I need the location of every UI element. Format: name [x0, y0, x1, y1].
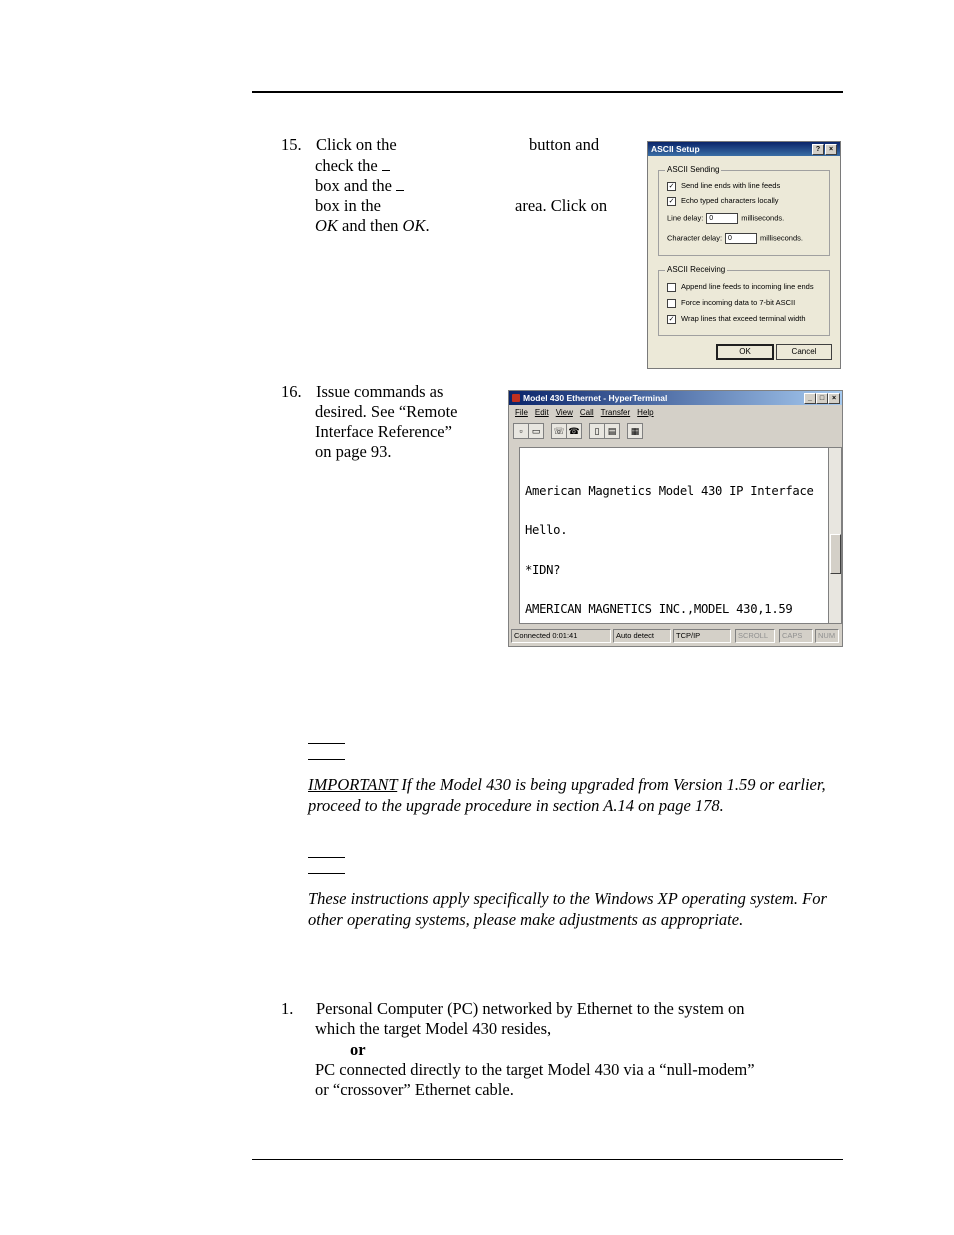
line-delay-input[interactable]: 0: [706, 213, 738, 224]
step-16-line-3: Interface Reference”: [315, 422, 452, 441]
step-16-line-4: on page 93.: [315, 442, 392, 461]
ascii-receiving-group: [658, 265, 830, 336]
ok-button[interactable]: OK: [716, 344, 774, 360]
dialog-title-bar: [648, 142, 840, 156]
step-15-line-1a: Click on the: [316, 135, 397, 154]
important-label: IMPORTANT: [308, 775, 398, 794]
important-text: If the Model 430 is being upgraded from Version 1.59 or earlier, proceed to the upgrade procedure in section A.14 on page 178.: [308, 775, 826, 815]
window-title-bar: [509, 391, 842, 405]
hyperterminal-app-icon: [512, 394, 520, 402]
requirement-1-line-3: PC connected directly to the target Model 430 via a “null-modem”: [315, 1060, 755, 1079]
menu-bar: [515, 408, 661, 418]
ok-word: OK: [315, 216, 338, 235]
option-label: Force incoming data to 7-bit ASCII: [681, 298, 796, 307]
help-button[interactable]: ?: [812, 144, 824, 155]
requirement-1-line-1: Personal Computer (PC) networked by Ethernet to the system on: [316, 999, 745, 1018]
footer-rule: [252, 1159, 843, 1160]
requirement-1-or: or: [350, 1040, 366, 1059]
close-button[interactable]: ×: [828, 393, 840, 404]
maximize-button[interactable]: □: [816, 393, 828, 404]
ascii-sending-group: [658, 165, 830, 256]
menu-transfer[interactable]: Transfer: [600, 408, 631, 417]
step-15-number: 15.: [281, 135, 302, 154]
note-rule: [308, 759, 345, 760]
status-num: NUM: [815, 629, 839, 643]
group-label: ASCII Sending: [667, 165, 720, 174]
menu-file[interactable]: File: [515, 408, 528, 417]
char-delay-input[interactable]: 0: [725, 233, 757, 244]
force-7bit-option[interactable]: [667, 298, 795, 308]
scrollbar-thumb[interactable]: [830, 534, 841, 574]
ok-word: OK: [402, 216, 426, 235]
step-15-line-2: [315, 156, 390, 176]
status-caps: CAPS: [779, 629, 813, 643]
step-15-line-3: [315, 176, 404, 196]
cancel-button[interactable]: Cancel: [776, 344, 832, 360]
step-15-line-5: [315, 216, 430, 236]
hyperterminal-window: [508, 390, 843, 647]
ascii-setup-dialog: [647, 141, 841, 369]
checkbox-unchecked[interactable]: [667, 299, 676, 308]
checkbox-checked[interactable]: ✓: [668, 315, 675, 323]
line-delay-label: Line delay:: [667, 213, 704, 223]
minimize-button[interactable]: _: [804, 393, 816, 404]
checkbox-checked[interactable]: ✓: [668, 197, 675, 205]
option-label: Echo typed characters locally: [681, 196, 779, 205]
terminal-line: Hello.: [525, 523, 568, 538]
blank-underline: [382, 156, 390, 171]
step-15-line-1b: button and: [529, 135, 600, 154]
line-delay-row: [667, 213, 784, 224]
step-15-line-3-text: box and the: [315, 176, 392, 195]
open-folder-icon[interactable]: ▭: [528, 423, 544, 439]
terminal-line: *IDN?: [525, 562, 561, 577]
important-note: [308, 774, 848, 816]
option-label: Send line ends with line feeds: [681, 181, 781, 190]
status-detect: Auto detect: [613, 629, 671, 643]
send-file-icon[interactable]: ▯: [589, 423, 605, 439]
step-16-line-1: Issue commands as: [316, 382, 444, 401]
status-bar: [511, 629, 840, 643]
note-rule: [308, 857, 345, 858]
connect-icon[interactable]: ☏: [551, 423, 567, 439]
step-15-line-4a: box in the: [315, 196, 381, 215]
char-delay-unit: milliseconds.: [760, 233, 803, 243]
group-label: ASCII Receiving: [667, 265, 726, 274]
close-button[interactable]: ×: [825, 144, 837, 155]
checkbox-unchecked[interactable]: [667, 283, 676, 292]
note-rule: [308, 873, 345, 874]
char-delay-row: [667, 233, 803, 244]
wrap-lines-option[interactable]: [667, 314, 806, 324]
status-scroll: SCROLL: [735, 629, 775, 643]
step-16-number: 16.: [281, 382, 302, 401]
menu-edit[interactable]: Edit: [534, 408, 549, 417]
disconnect-icon[interactable]: ☎: [566, 423, 582, 439]
menu-help[interactable]: Help: [637, 408, 654, 417]
option-label: Wrap lines that exceed terminal width: [681, 314, 806, 323]
receive-file-icon[interactable]: ▤: [604, 423, 620, 439]
vertical-scrollbar[interactable]: [828, 447, 842, 624]
menu-view[interactable]: View: [555, 408, 573, 417]
menu-call[interactable]: Call: [579, 408, 594, 417]
properties-icon[interactable]: ▦: [627, 423, 643, 439]
checkbox-checked[interactable]: ✓: [668, 182, 675, 190]
option-label: Append line feeds to incoming line ends: [681, 282, 814, 291]
period: .: [425, 216, 430, 235]
status-connected: Connected 0:01:41: [511, 629, 611, 643]
send-line-ends-option[interactable]: [667, 181, 780, 191]
terminal-screen[interactable]: [519, 447, 829, 624]
windows-note: These instructions apply specifically to the Windows XP operating system. For other operating systems, please make adjustments as appropriate.: [308, 889, 827, 929]
new-connection-icon[interactable]: ▫: [513, 423, 529, 439]
dialog-title: ASCII Setup: [651, 144, 700, 154]
note-rule: [308, 743, 345, 744]
and-then-text: and then: [337, 216, 403, 235]
step-15-line-4b: area. Click on: [515, 196, 608, 215]
terminal-line: AMERICAN MAGNETICS INC.,MODEL 430,1.59: [525, 602, 793, 617]
line-delay-unit: milliseconds.: [741, 213, 785, 223]
requirement-1-line-2: which the target Model 430 resides,: [315, 1019, 552, 1038]
step-16-line-2: desired. See “Remote: [315, 402, 458, 421]
window-title: Model 430 Ethernet - HyperTerminal: [523, 393, 668, 403]
step-15-line-2-text: check the: [315, 156, 378, 175]
blank-underline: [396, 176, 404, 191]
requirement-1-number: 1.: [281, 999, 294, 1018]
header-rule: [252, 91, 843, 93]
echo-typed-option[interactable]: [667, 196, 779, 206]
terminal-output: [525, 459, 814, 624]
append-line-feeds-option[interactable]: [667, 282, 814, 292]
char-delay-label: Character delay:: [667, 233, 723, 243]
status-protocol: TCP/IP: [673, 629, 731, 643]
terminal-line: American Magnetics Model 430 IP Interface: [525, 484, 814, 499]
requirement-1-line-4: or “crossover” Ethernet cable.: [315, 1080, 514, 1099]
